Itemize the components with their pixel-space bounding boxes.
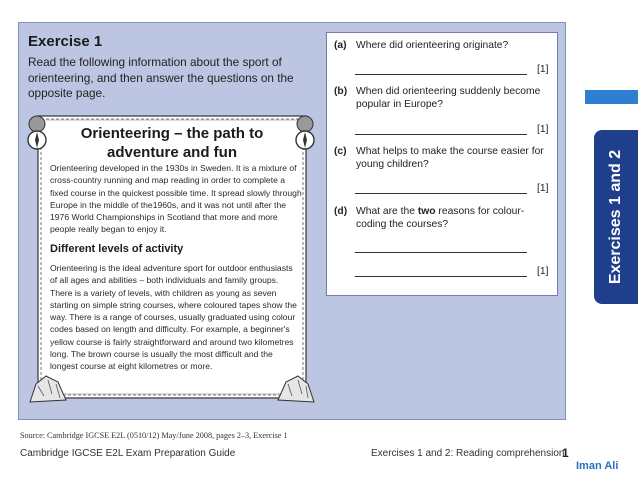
question-b: (b) When did orienteering suddenly become popular in Europe? (334, 86, 541, 110)
article-scroll-card (32, 110, 312, 404)
mark-c: [1] (537, 183, 549, 194)
question-d: (d) What are the two reasons for colour-coding the courses? (334, 206, 525, 230)
answer-line-c[interactable] (355, 193, 527, 194)
article-subheading: Different levels of activity (50, 243, 184, 255)
question-a: (a) Where did orienteering originate? (334, 40, 509, 51)
mark-a: [1] (537, 64, 549, 75)
rock-icon (276, 372, 316, 404)
article-paragraph-1: Orienteering developed in the 1930s in Sweden. It is a mixture of cross-country running and map reading in order to complete a fixed course in the quickest possible time. It spread slowly through Europe in the middle of the1960s, and it was not until after the 1976 World Championships in Scotland that more and more people really began to enjoy it. (50, 163, 302, 235)
answer-line-a[interactable] (355, 74, 527, 75)
exercise-title: Exercise 1 (28, 33, 103, 50)
footer-section-title: Exercises 1 and 2: Reading comprehension (371, 448, 565, 459)
author-credit: Iman Ali (576, 460, 619, 472)
side-accent-bar (585, 90, 638, 104)
compass-icon (290, 114, 320, 152)
side-tab (594, 130, 638, 304)
side-tab-label: Exercises 1 and 2 (607, 149, 624, 285)
question-c: (c) What helps to make the course easier for young children? (334, 146, 544, 170)
compass-icon (22, 114, 52, 152)
mark-b: [1] (537, 124, 549, 135)
mark-d: [1] (537, 266, 549, 277)
answer-line-d2[interactable] (355, 276, 527, 277)
article-title: Orienteering – the path to adventure and fun (80, 125, 264, 161)
source-citation: Source: Cambridge IGCSE E2L (0510/12) May/June 2008, pages 2–3, Exercise 1 (20, 431, 288, 440)
page-number: 1 (562, 446, 569, 460)
rock-icon (28, 372, 68, 404)
exercise-instructions: Read the following information about the sport of orienteering, and then answer the questions on the opposite page. (28, 55, 294, 100)
footer-book-title: Cambridge IGCSE E2L Exam Preparation Guide (20, 448, 236, 459)
answer-line-b[interactable] (355, 134, 527, 135)
article-paragraph-2: Orienteering is the ideal adventure sport for outdoor enthusiasts of all ages and abilities – both individuals and family groups. There is a variety of levels, with children as young as seven starting on simple string courses, where coloured tapes show the way. There is a range of courses, usually graduated using colour codes based on length and difficulty. For example, a beginner's yellow course is fairly straightforward and around two kilometres long. The brown course is usually the most difficult and the longest course at eight kilometres or more. (50, 263, 297, 372)
answer-line-d1[interactable] (355, 252, 527, 253)
